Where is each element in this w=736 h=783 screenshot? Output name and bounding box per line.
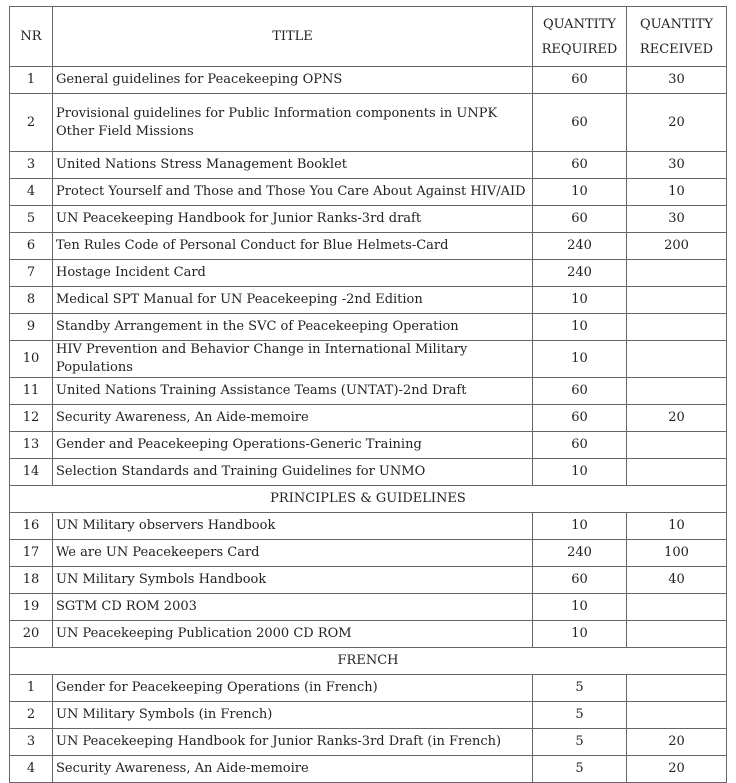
cell-title: UN Military Symbols Handbook (53, 567, 533, 594)
section-heading-row (10, 486, 727, 513)
publications-table (9, 6, 727, 783)
table-row (10, 341, 727, 378)
cell-nr: 19 (10, 594, 53, 621)
cell-quantity-required: 5 (533, 756, 627, 783)
table-row (10, 621, 727, 648)
cell-nr: 6 (10, 233, 53, 260)
table-row (10, 233, 727, 260)
cell-title: Medical SPT Manual for UN Peacekeeping -2nd Edition (53, 287, 533, 314)
table-row (10, 459, 727, 486)
cell-quantity-required: 10 (533, 287, 627, 314)
cell-quantity-required: 60 (533, 405, 627, 432)
cell-nr: 2 (10, 94, 53, 152)
cell-quantity-required: 5 (533, 702, 627, 729)
cell-quantity-received: 30 (627, 152, 727, 179)
cell-quantity-required: 10 (533, 513, 627, 540)
cell-quantity-received (627, 287, 727, 314)
header-quantity-received (627, 7, 727, 67)
table-body (10, 7, 727, 783)
header-quantity-required-line1: QUANTITY (542, 16, 617, 32)
cell-quantity-received (627, 702, 727, 729)
cell-nr: 4 (10, 756, 53, 783)
cell-quantity-required: 240 (533, 233, 627, 260)
cell-title: UN Military Symbols (in French) (53, 702, 533, 729)
cell-quantity-required: 60 (533, 67, 627, 94)
cell-quantity-received (627, 314, 727, 341)
cell-quantity-required: 5 (533, 675, 627, 702)
table-row (10, 702, 727, 729)
cell-quantity-received: 10 (627, 513, 727, 540)
cell-quantity-received: 100 (627, 540, 727, 567)
cell-quantity-required: 240 (533, 260, 627, 287)
cell-nr: 7 (10, 260, 53, 287)
cell-quantity-required: 60 (533, 432, 627, 459)
table-row (10, 729, 727, 756)
cell-title: UN Peacekeeping Handbook for Junior Ranks-3rd draft (53, 206, 533, 233)
cell-quantity-required: 240 (533, 540, 627, 567)
header-quantity-required-line2: REQUIRED (541, 41, 618, 57)
table-row (10, 152, 727, 179)
header-quantity-received-line1: QUANTITY (639, 16, 714, 32)
cell-title: United Nations Training Assistance Teams (UNTAT)-2nd Draft (53, 378, 533, 405)
cell-title: Hostage Incident Card (53, 260, 533, 287)
cell-quantity-received (627, 459, 727, 486)
cell-title: UN Peacekeeping Handbook for Junior Ranks-3rd Draft (in French) (53, 729, 533, 756)
cell-title: Selection Standards and Training Guidelines for UNMO (53, 459, 533, 486)
table-row (10, 378, 727, 405)
cell-nr: 17 (10, 540, 53, 567)
cell-nr: 9 (10, 314, 53, 341)
cell-nr: 1 (10, 675, 53, 702)
cell-quantity-required: 5 (533, 729, 627, 756)
cell-title: UN Peacekeeping Publication 2000 CD ROM (53, 621, 533, 648)
cell-title: Standby Arrangement in the SVC of Peacekeeping Operation (53, 314, 533, 341)
cell-quantity-required: 10 (533, 594, 627, 621)
cell-title: Gender for Peacekeeping Operations (in French) (53, 675, 533, 702)
cell-title: United Nations Stress Management Booklet (53, 152, 533, 179)
table-row (10, 67, 727, 94)
cell-title: Protect Yourself and Those and Those You Care About Against HIV/AID (53, 179, 533, 206)
cell-quantity-received: 20 (627, 94, 727, 152)
cell-quantity-required: 60 (533, 94, 627, 152)
cell-quantity-received: 20 (627, 756, 727, 783)
cell-title: SGTM CD ROM 2003 (53, 594, 533, 621)
cell-quantity-required: 60 (533, 206, 627, 233)
section-heading: FRENCH (10, 648, 727, 675)
header-quantity-received-line2: RECEIVED (639, 41, 714, 57)
cell-title: Ten Rules Code of Personal Conduct for Blue Helmets-Card (53, 233, 533, 260)
cell-nr: 18 (10, 567, 53, 594)
cell-quantity-received: 40 (627, 567, 727, 594)
cell-nr: 3 (10, 729, 53, 756)
table-row (10, 179, 727, 206)
section-heading: PRINCIPLES & GUIDELINES (10, 486, 727, 513)
cell-nr: 1 (10, 67, 53, 94)
cell-quantity-received (627, 594, 727, 621)
cell-title: Provisional guidelines for Public Information components in UNPK Other Field Missions (53, 94, 533, 152)
cell-quantity-required: 60 (533, 567, 627, 594)
cell-quantity-required: 10 (533, 179, 627, 206)
table-row (10, 432, 727, 459)
cell-quantity-received: 30 (627, 206, 727, 233)
cell-nr: 8 (10, 287, 53, 314)
cell-quantity-received (627, 675, 727, 702)
cell-nr: 13 (10, 432, 53, 459)
table-row (10, 513, 727, 540)
cell-quantity-received: 10 (627, 179, 727, 206)
table-row (10, 94, 727, 152)
header-title: TITLE (53, 7, 533, 67)
cell-quantity-required: 60 (533, 378, 627, 405)
table-row (10, 594, 727, 621)
cell-nr: 20 (10, 621, 53, 648)
cell-quantity-received (627, 378, 727, 405)
cell-quantity-received (627, 260, 727, 287)
table-row (10, 675, 727, 702)
cell-nr: 2 (10, 702, 53, 729)
cell-quantity-required: 10 (533, 459, 627, 486)
cell-nr: 3 (10, 152, 53, 179)
section-heading-row (10, 648, 727, 675)
header-row (10, 7, 727, 67)
cell-title: Security Awareness, An Aide-memoire (53, 405, 533, 432)
cell-quantity-received: 30 (627, 67, 727, 94)
table-row (10, 287, 727, 314)
table-row (10, 567, 727, 594)
table-row (10, 756, 727, 783)
cell-nr: 5 (10, 206, 53, 233)
header-quantity-required (533, 7, 627, 67)
cell-title: Gender and Peacekeeping Operations-Generic Training (53, 432, 533, 459)
cell-title: UN Military observers Handbook (53, 513, 533, 540)
cell-quantity-required: 10 (533, 314, 627, 341)
cell-quantity-received: 20 (627, 405, 727, 432)
cell-quantity-received (627, 341, 727, 378)
cell-nr: 12 (10, 405, 53, 432)
cell-quantity-required: 60 (533, 152, 627, 179)
cell-nr: 16 (10, 513, 53, 540)
table-row (10, 540, 727, 567)
cell-title: We are UN Peacekeepers Card (53, 540, 533, 567)
cell-quantity-received (627, 621, 727, 648)
cell-nr: 10 (10, 341, 53, 378)
table-row (10, 206, 727, 233)
cell-quantity-received: 200 (627, 233, 727, 260)
cell-title: General guidelines for Peacekeeping OPNS (53, 67, 533, 94)
cell-nr: 14 (10, 459, 53, 486)
header-nr: NR (10, 7, 53, 67)
cell-quantity-received: 20 (627, 729, 727, 756)
cell-quantity-received (627, 432, 727, 459)
cell-nr: 11 (10, 378, 53, 405)
table-row (10, 260, 727, 287)
table-row (10, 405, 727, 432)
cell-title: HIV Prevention and Behavior Change in International Military Populations (53, 341, 533, 378)
cell-quantity-required: 10 (533, 341, 627, 378)
table-row (10, 314, 727, 341)
cell-title: Security Awareness, An Aide-memoire (53, 756, 533, 783)
cell-nr: 4 (10, 179, 53, 206)
cell-quantity-required: 10 (533, 621, 627, 648)
